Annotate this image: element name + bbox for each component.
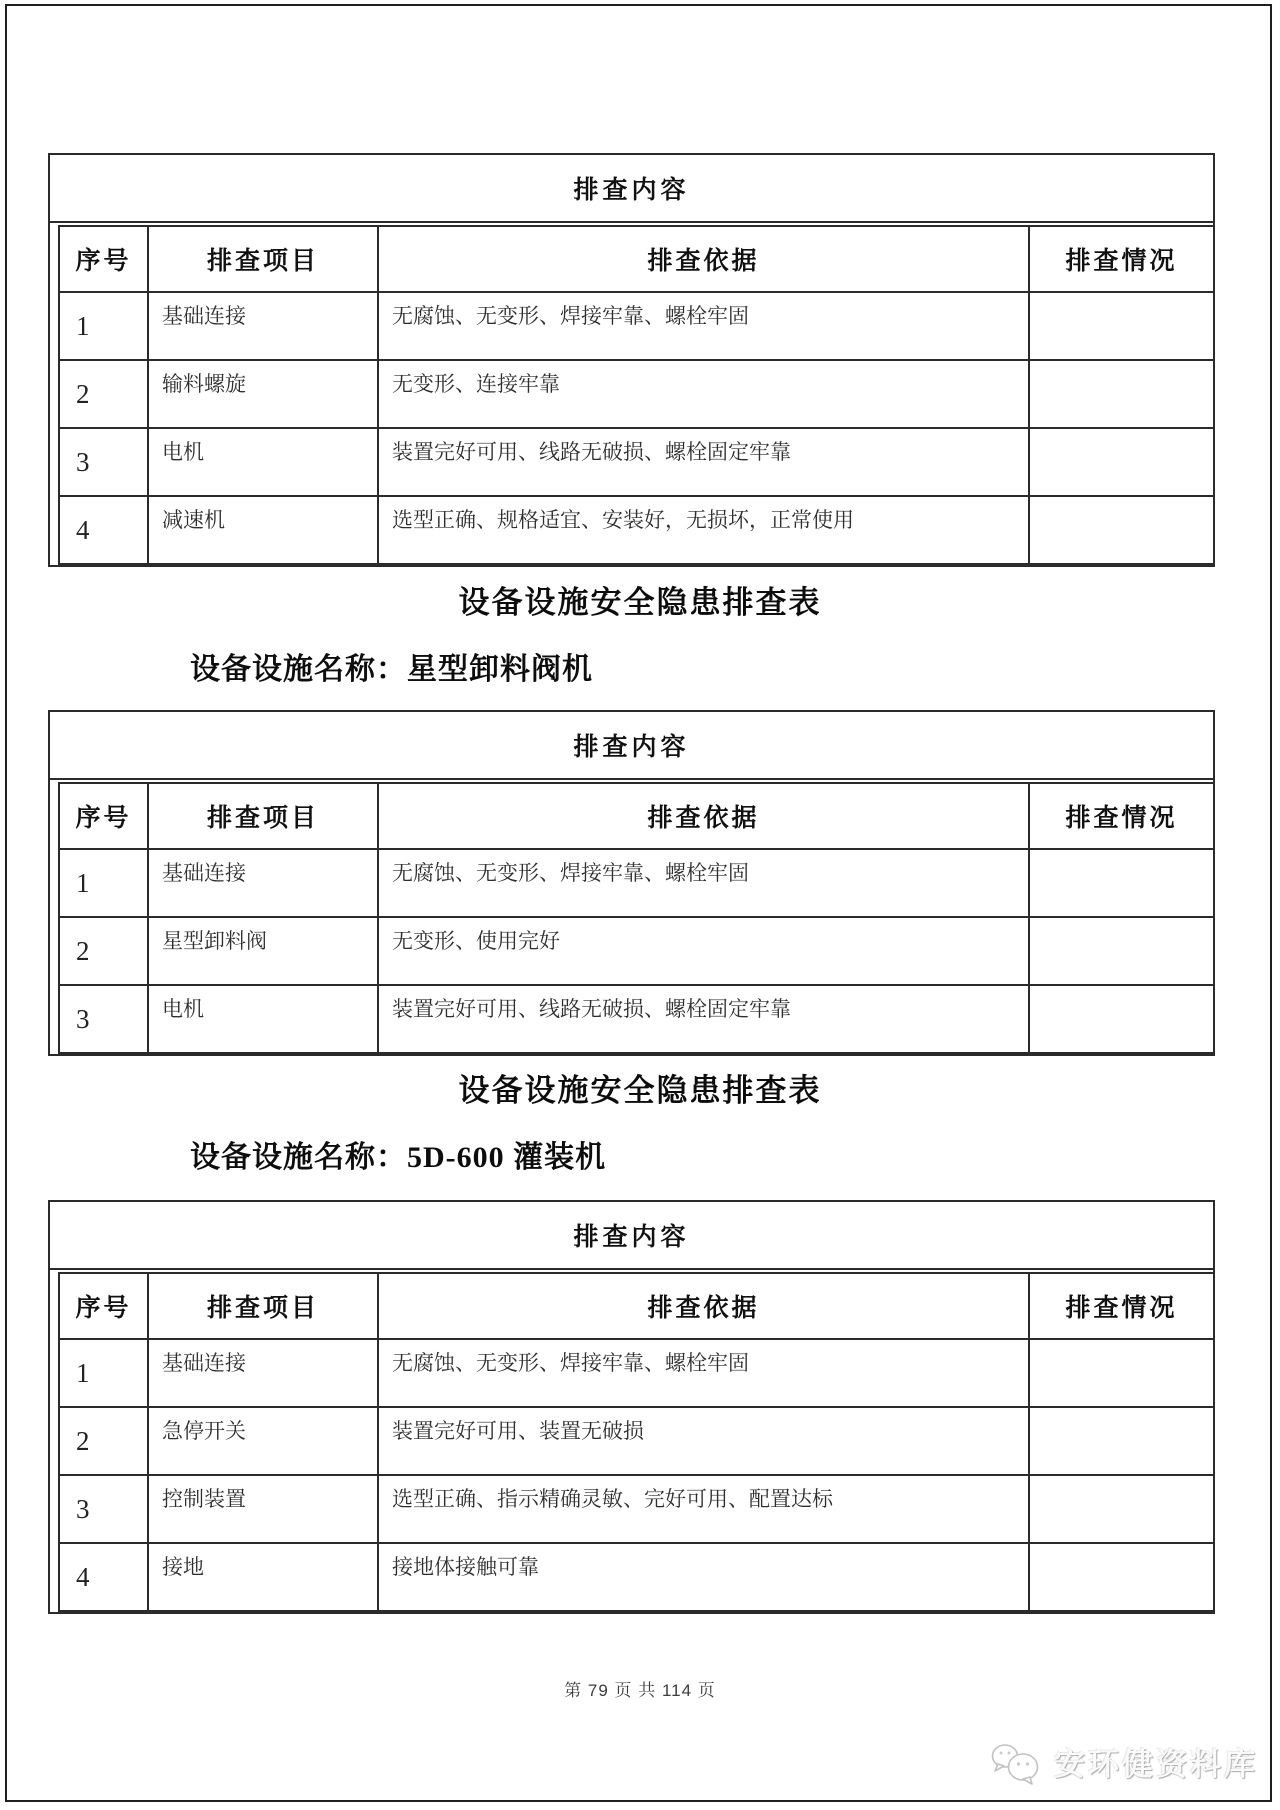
- row-index-cell: 3: [59, 428, 148, 496]
- inspection-table-2: [48, 710, 1215, 1056]
- row-basis-cell: 装置完好可用、线路无破损、螺栓固定牢靠: [378, 428, 1029, 496]
- row-index-cell: 3: [59, 1475, 148, 1543]
- row-item-cell: 接地: [148, 1543, 378, 1611]
- table-3-content-header: 排查内容: [50, 1202, 1213, 1270]
- col-header-status: 排查情况: [1029, 783, 1214, 849]
- row-status-cell: [1029, 360, 1214, 428]
- col-header-basis: 排查依据: [378, 226, 1029, 292]
- row-basis-cell: 无腐蚀、无变形、焊接牢靠、螺栓牢固: [378, 292, 1029, 360]
- device-name-label: 设备设施名称：5D-600 灌装机: [190, 1141, 607, 1174]
- table-row: [59, 292, 1214, 360]
- table-row: [59, 917, 1214, 985]
- row-status-cell: [1029, 496, 1214, 564]
- page-number: 第 79 页 共 114 页: [564, 1681, 716, 1700]
- row-item-cell: 基础连接: [148, 292, 378, 360]
- row-item-cell: 电机: [148, 985, 378, 1053]
- table-row: [59, 360, 1214, 428]
- col-header-index: 序号: [59, 226, 148, 292]
- row-basis-cell: 选型正确、指示精确灵敏、完好可用、配置达标: [378, 1475, 1029, 1543]
- row-item-cell: 控制装置: [148, 1475, 378, 1543]
- row-status-cell: [1029, 1543, 1214, 1611]
- row-index-cell: 2: [59, 1407, 148, 1475]
- table-header-row: [59, 1273, 1214, 1339]
- table-row: [59, 985, 1214, 1053]
- row-basis-cell: 无腐蚀、无变形、焊接牢靠、螺栓牢固: [378, 1339, 1029, 1407]
- table-header-row: [59, 226, 1214, 292]
- table-row: [59, 1475, 1214, 1543]
- chat-bubbles-icon: [990, 1743, 1046, 1787]
- row-index-cell: 3: [59, 985, 148, 1053]
- inspection-table-1: [48, 153, 1215, 567]
- row-item-cell: 星型卸料阀: [148, 917, 378, 985]
- col-header-item: 排查项目: [148, 1273, 378, 1339]
- table-row: [59, 1407, 1214, 1475]
- col-header-index: 序号: [59, 783, 148, 849]
- row-basis-cell: 无变形、使用完好: [378, 917, 1029, 985]
- table-row: [59, 496, 1214, 564]
- row-status-cell: [1029, 1475, 1214, 1543]
- watermark: [990, 1737, 1258, 1793]
- row-item-cell: 输料螺旋: [148, 360, 378, 428]
- row-index-cell: 1: [59, 292, 148, 360]
- row-status-cell: [1029, 1339, 1214, 1407]
- table-row: [59, 1543, 1214, 1611]
- table-row: [59, 849, 1214, 917]
- col-header-item: 排查项目: [148, 226, 378, 292]
- row-item-cell: 急停开关: [148, 1407, 378, 1475]
- row-basis-cell: 无腐蚀、无变形、焊接牢靠、螺栓牢固: [378, 849, 1029, 917]
- row-status-cell: [1029, 292, 1214, 360]
- row-basis-cell: 无变形、连接牢靠: [378, 360, 1029, 428]
- row-status-cell: [1029, 428, 1214, 496]
- row-index-cell: 2: [59, 360, 148, 428]
- table-row: [59, 428, 1214, 496]
- row-status-cell: [1029, 1407, 1214, 1475]
- row-index-cell: 4: [59, 496, 148, 564]
- table-2-content-header: 排查内容: [50, 712, 1213, 780]
- row-status-cell: [1029, 985, 1214, 1053]
- row-basis-cell: 接地体接触可靠: [378, 1543, 1029, 1611]
- row-basis-cell: 选型正确、规格适宜、安装好，无损坏，正常使用: [378, 496, 1029, 564]
- section-title: 设备设施安全隐患排查表: [458, 1073, 822, 1108]
- row-status-cell: [1029, 849, 1214, 917]
- row-index-cell: 4: [59, 1543, 148, 1611]
- inspection-table-3: [48, 1200, 1215, 1614]
- col-header-status: 排查情况: [1029, 1273, 1214, 1339]
- table-row: [59, 1339, 1214, 1407]
- row-basis-cell: 装置完好可用、线路无破损、螺栓固定牢靠: [378, 985, 1029, 1053]
- device-name-label: 设备设施名称：星型卸料阀机: [190, 653, 593, 686]
- col-header-item: 排查项目: [148, 783, 378, 849]
- row-item-cell: 电机: [148, 428, 378, 496]
- row-item-cell: 减速机: [148, 496, 378, 564]
- table-2-grid: [58, 782, 1215, 1054]
- table-header-row: [59, 783, 1214, 849]
- row-item-cell: 基础连接: [148, 849, 378, 917]
- row-index-cell: 2: [59, 917, 148, 985]
- row-status-cell: [1029, 917, 1214, 985]
- row-item-cell: 基础连接: [148, 1339, 378, 1407]
- table-1-content-header: 排查内容: [50, 155, 1213, 223]
- row-basis-cell: 装置完好可用、装置无破损: [378, 1407, 1029, 1475]
- table-1-grid: [58, 225, 1215, 565]
- col-header-status: 排查情况: [1029, 226, 1214, 292]
- table-3-grid: [58, 1272, 1215, 1612]
- watermark-text: 安环健资料库: [1054, 1747, 1258, 1782]
- col-header-index: 序号: [59, 1273, 148, 1339]
- col-header-basis: 排查依据: [378, 1273, 1029, 1339]
- row-index-cell: 1: [59, 849, 148, 917]
- row-index-cell: 1: [59, 1339, 148, 1407]
- section-title: 设备设施安全隐患排查表: [458, 585, 822, 620]
- col-header-basis: 排查依据: [378, 783, 1029, 849]
